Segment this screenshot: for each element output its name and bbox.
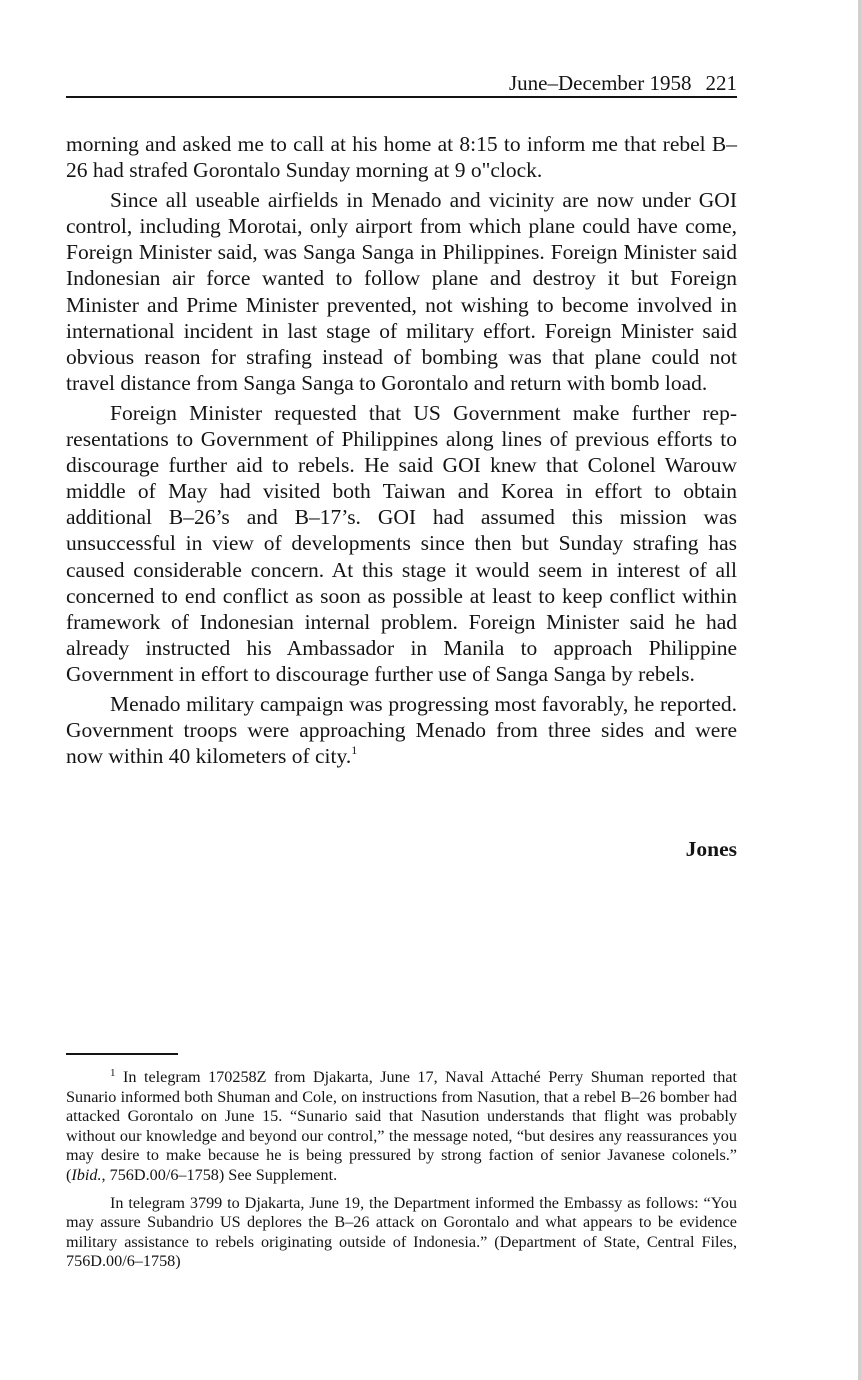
paragraph-campaign-text: Menado military campaign was progressing most favorably, he reported. Government troops were approaching Menado from three sides and were now within 40 kilometers of city. xyxy=(66,691,737,769)
footnote-1-citation: , 756D.00/6–1758) See Supplement. xyxy=(101,1165,338,1184)
footnote-1-continuation: In telegram 3799 to Djakarta, June 19, the Department informed the Embassy as follows: “You may assure Subandrio US deplores the B–26 attack on Gorontalo and what appears to be evidence military assistance to rebels originating outside of Indonesia.” (Department of State, Central Files, 756D.00/6–1758) xyxy=(66,1193,737,1271)
footnotes xyxy=(66,1068,737,1272)
footnote-1-ibid: Ibid. xyxy=(71,1165,102,1184)
footnote-reference[interactable]: 1 xyxy=(351,743,358,758)
running-title: June–December 1958 xyxy=(508,71,692,95)
footnote-1 xyxy=(66,1068,737,1186)
signature: Jones xyxy=(685,837,737,861)
running-header xyxy=(66,70,737,96)
page-number: 221 xyxy=(705,71,737,95)
header-rule xyxy=(66,96,737,98)
paragraph-airfields: Since all useable airfields in Menado and vicinity are now under GOI control, including Morotai, only airport from which plane could have come, Foreign Minister said, was Sanga Sanga in Philippines. Foreign Minister said Indonesian air force wanted to follow plane and destroy it but Foreign Minister and Prime Minister prevented, not wishing to become involved in international incident in last stage of military effort. Foreign Minister said obvious reason for strafing instead of bombing was that plane could not travel distance from Sanga Sanga to Gorontalo and return with bomb load. xyxy=(66,188,737,395)
footnote-marker: 1 xyxy=(110,1067,116,1079)
body-text xyxy=(66,131,737,769)
paragraph-continued: morning and asked me to call at his home at 8:15 to inform me that rebel B–26 had strafed Gorontalo Sunday morning at 9 o"clock. xyxy=(66,132,737,183)
footnote-rule xyxy=(66,1053,178,1055)
footnote-1-text: In telegram 170258Z from Djakarta, June 17, Naval Attaché Perry Shuman reported that Sunario informed both Shuman and Cole, on instructions from Nasution, that a rebel B–26 bomber had attacked Gorontalo on June 15. “Sunario said that Nasution understands that flight was probably without our knowledge and beyond our control,” the message noted, “but desires any reassurances you may desire to make because he is being pressured by strong faction of senior Javanese colonels.” ( xyxy=(66,1068,738,1184)
paragraph-representations: Foreign Minister requested that US Government make further representations to Government of Philippines along lines of previous efforts to discourage further aid to rebels. He said GOI knew that Colonel Warouw middle of May had visited both Taiwan and Korea in effort to obtain additional B–26’s and B–17’s. GOI had assumed this mission was unsuccessful in view of developments since then but Sunday strafing has caused considerable concern. At this stage it would seem in interest of all concerned to end conflict as soon as possible at least to keep conflict within framework of Indonesian internal problem. Foreign Minister said he had already instructed his Ambassador in Manila to approach Philippine Government in effort to discourage further use of Sanga Sanga by rebels. xyxy=(66,400,737,686)
paragraph-campaign xyxy=(66,691,737,769)
